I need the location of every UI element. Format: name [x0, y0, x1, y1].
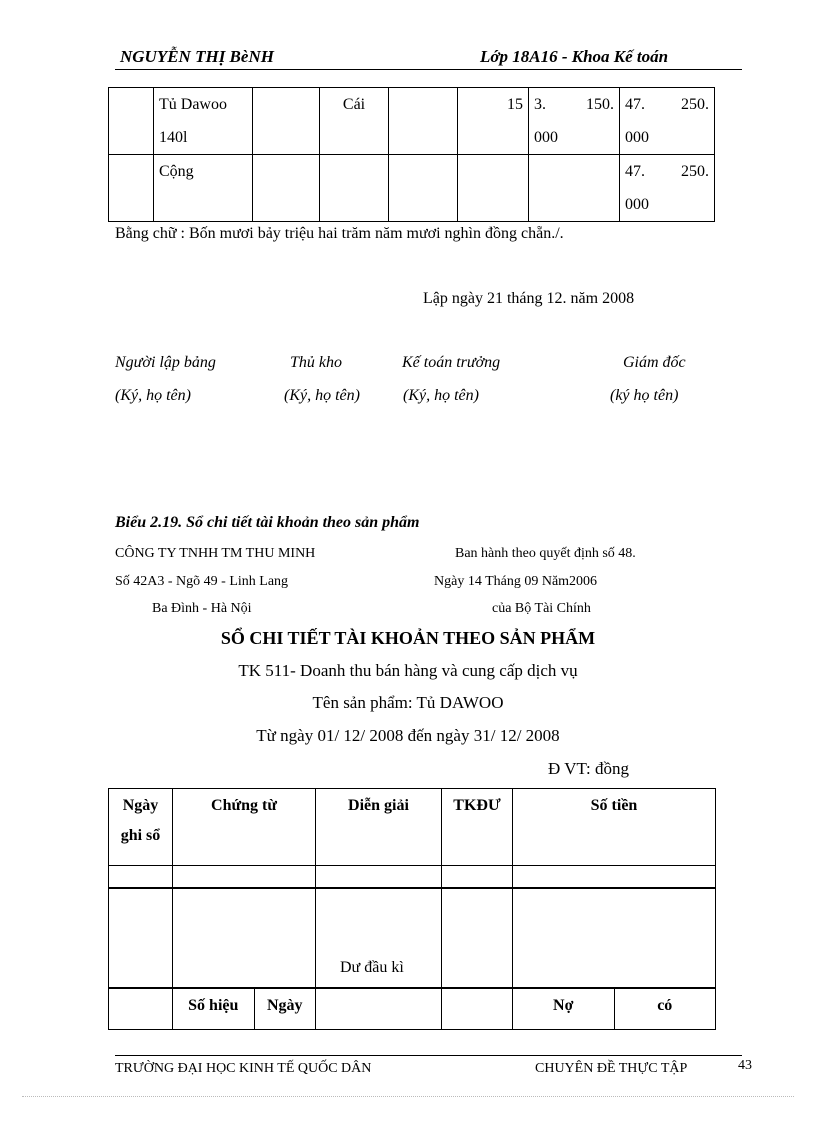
footer-university: TRƯỜNG ĐẠI HỌC KINH TẾ QUỐC DÂN: [115, 1061, 372, 1076]
total-part-a: 47.: [625, 96, 645, 113]
regulation-line: Ban hành theo quyết định số 48.: [455, 546, 636, 561]
ledger-table: [108, 788, 716, 1030]
table-row: [109, 155, 715, 222]
signature-role: Thủ kho: [290, 354, 342, 371]
inventory-table: [108, 87, 715, 222]
ledger-period: Từ ngày 01/ 12/ 2008 đến ngày 31/ 12/ 2008: [256, 726, 560, 745]
sum-label: Cộng: [154, 155, 253, 222]
ledger-product: Tên sản phẩm: Tủ DAWOO: [312, 693, 504, 712]
sum-part-c: 000: [625, 196, 649, 213]
table-row: [109, 88, 715, 155]
page-number: 43: [738, 1058, 752, 1073]
sum-part-a: 47.: [625, 163, 645, 180]
signature-note: (Ký, họ tên): [403, 387, 479, 404]
footer-report: CHUYÊN ĐỀ THỰC TẬP: [535, 1061, 688, 1076]
product-model: 140l: [159, 129, 188, 146]
company-name: CÔNG TY TNHH TM THU MINH: [115, 546, 316, 561]
ledger-unit: Đ VT: đồng: [548, 759, 630, 778]
regulation-issuer: của Bộ Tài Chính: [492, 601, 591, 616]
price-part-b: 150.: [586, 96, 614, 113]
col-header-contra: TKĐƯ: [442, 789, 513, 866]
price-part-c: 000: [534, 129, 558, 146]
col-header-date: Ngày: [122, 797, 159, 814]
col-header-date-sub: ghi sổ: [120, 827, 161, 844]
col-header-voucher-no: Số hiệu: [173, 988, 255, 1030]
date-line: Lập ngày 21 tháng 12. năm 2008: [423, 290, 635, 307]
col-header-voucher: Chứng từ: [173, 789, 316, 866]
col-header-debit: Nợ: [513, 988, 615, 1030]
header-rule: [115, 69, 742, 70]
col-header-credit: có: [614, 988, 716, 1030]
quantity-cell: 15: [458, 88, 529, 155]
signature-note: (Ký, họ tên): [284, 387, 360, 404]
footer-rule: [115, 1055, 742, 1056]
col-header-voucher-date: Ngày: [254, 988, 315, 1030]
company-address: Số 42A3 - Ngõ 49 - Linh Lang: [115, 574, 289, 589]
figure-caption: Biểu 2.19. Sổ chi tiết tài khoản theo sản phẩm: [115, 514, 420, 531]
signature-role: Người lập bảng: [115, 354, 216, 371]
price-part-a: 3.: [534, 96, 546, 113]
table-row: [109, 888, 716, 988]
col-header-amount: Số tiền: [513, 789, 716, 866]
signature-role: Kế toán trưởng: [402, 354, 501, 371]
total-part-b: 250.: [681, 96, 709, 113]
table-row: [109, 789, 716, 866]
regulation-date: Ngày 14 Tháng 09 Năm2006: [434, 574, 598, 589]
table-row: [109, 866, 716, 889]
opening-balance-label: Dư đầu kì: [316, 888, 442, 988]
table-row: [109, 988, 716, 1030]
ledger-title: SỔ CHI TIẾT TÀI KHOẢN THEO SẢN PHẨM: [220, 628, 596, 648]
total-part-c: 000: [625, 129, 649, 146]
product-name: Tủ Dawoo: [159, 96, 227, 113]
header-class: Lớp 18A16 - Khoa Kế toán: [480, 47, 669, 66]
signature-note: (ký họ tên): [610, 387, 679, 404]
col-header-description: Diễn giải: [316, 789, 442, 866]
signature-role: Giám đốc: [623, 354, 686, 371]
header-author: NGUYỄN THỊ BèNH: [120, 47, 274, 66]
ledger-account: TK 511- Doanh thu bán hàng và cung cấp dịch vụ: [238, 661, 578, 680]
unit-cell: Cái: [320, 88, 389, 155]
company-city: Ba Đình - Hà Nội: [152, 601, 252, 616]
page-bottom-edge: [22, 1096, 794, 1097]
amount-in-words: Bằng chữ : Bốn mươi bảy triệu hai trăm năm mươi nghìn đồng chẵn./.: [115, 225, 564, 242]
signature-note: (Ký, họ tên): [115, 387, 191, 404]
sum-part-b: 250.: [681, 163, 709, 180]
